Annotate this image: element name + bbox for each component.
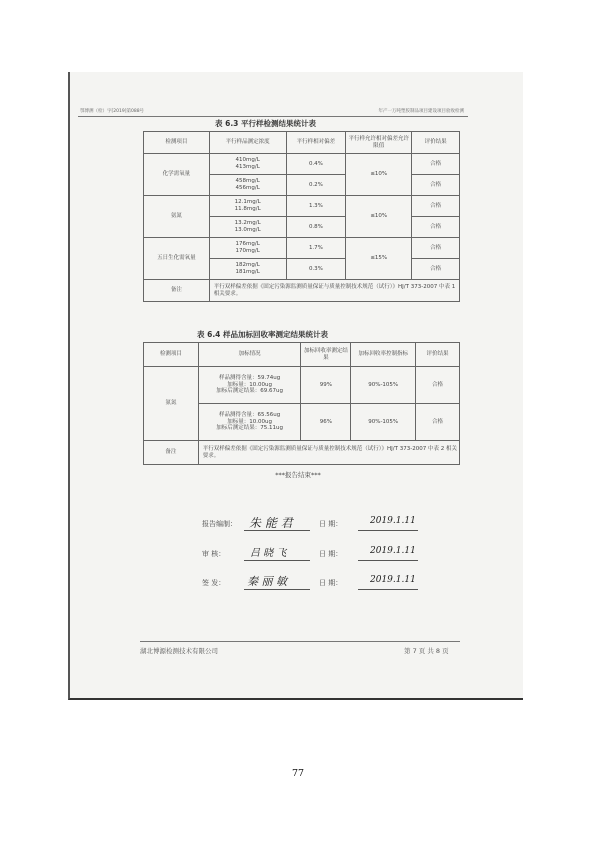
col-header: 检测项目 [144, 132, 210, 154]
issue-date: 2019.1.11 [370, 575, 416, 585]
date-label: 日 期： [319, 579, 343, 587]
issuer-signature: 秦 丽 敏 [247, 575, 287, 588]
report-number: 鄂博测（检）字[2019]第088号 [80, 109, 145, 114]
table-row [144, 196, 460, 217]
col-header: 平行样品测定浓度 [209, 132, 286, 154]
company-name: 湖北博源检测技术有限公司 [140, 647, 218, 655]
concentration-pair: 410mg/L 413mg/L [209, 154, 286, 175]
table1-caption: 表 6.3 平行样检测结果统计表 [215, 119, 317, 128]
compile-date: 2019.1.11 [370, 516, 416, 526]
evaluation-result: 合格 [412, 259, 460, 280]
reviewer-label: 审 核： [202, 550, 226, 558]
page-number: 77 [291, 768, 305, 779]
test-item: 氨氮 [144, 367, 199, 441]
deviation-limit: ≤10% [346, 154, 412, 196]
reviewer-signature: 吕 晓 飞 [250, 548, 287, 559]
review-date: 2019.1.11 [370, 546, 416, 556]
signature-line [244, 560, 310, 561]
relative-deviation: 0.3% [286, 259, 346, 280]
table-parallel-samples [143, 131, 460, 302]
table2-caption: 表 6.4 样品加标回收率测定结果统计表 [197, 330, 329, 339]
table-row [144, 238, 460, 259]
header-rule [78, 116, 468, 117]
col-header: 评价结果 [416, 343, 460, 367]
test-item: 五日生化需氧量 [144, 238, 210, 280]
compiler-label: 报告编制： [202, 520, 237, 528]
footer-rule [140, 641, 460, 642]
deviation-limit: ≤10% [346, 196, 412, 238]
issuer-label: 签 发： [202, 579, 226, 587]
evaluation-result: 合格 [412, 238, 460, 259]
signature-line [358, 560, 418, 561]
table-row [144, 367, 460, 404]
concentration-pair: 176mg/L 170mg/L [209, 238, 286, 259]
relative-deviation: 0.4% [286, 154, 346, 175]
table-spike-recovery [143, 342, 460, 465]
evaluation-result: 合格 [416, 367, 460, 404]
evaluation-result: 合格 [412, 196, 460, 217]
col-header: 评价结果 [412, 132, 460, 154]
signature-line [244, 530, 310, 531]
relative-deviation: 0.8% [286, 217, 346, 238]
date-label: 日 期： [319, 520, 343, 528]
col-header: 检测项目 [144, 343, 199, 367]
recovery-rate: 96% [301, 404, 351, 441]
concentration-pair: 182mg/L 181mg/L [209, 259, 286, 280]
signature-line [244, 589, 310, 590]
evaluation-result: 合格 [412, 154, 460, 175]
relative-deviation: 1.7% [286, 238, 346, 259]
col-header: 加标回收率测定结果 [301, 343, 351, 367]
report-end-marker: ***报告结束*** [275, 471, 321, 479]
note-label: 备注 [144, 441, 199, 465]
signature-line [358, 530, 418, 531]
evaluation-result: 合格 [412, 175, 460, 196]
evaluation-result: 合格 [412, 217, 460, 238]
relative-deviation: 0.2% [286, 175, 346, 196]
spike-details: 样品测得含量：65.56ug 加标量：10.00ug 加标后测定结果：75.11ug [198, 404, 301, 441]
date-label: 日 期： [319, 550, 343, 558]
note-text: 平行双样偏差依据《固定污染源监测质量保证与质量控制技术规范（试行）》HJ/T 373-2007 中表 2 相关要求。 [198, 441, 459, 465]
signature-line [358, 589, 418, 590]
project-title: 年产一万吨塑胶制品项目建设项目验收检测 [378, 109, 464, 114]
evaluation-result: 合格 [416, 404, 460, 441]
test-item: 化学需氧量 [144, 154, 210, 196]
col-header: 加标情况 [198, 343, 301, 367]
col-header: 平行样允许相对偏差允许限值 [346, 132, 412, 154]
recovery-rate: 99% [301, 367, 351, 404]
col-header: 加标回收率控制指标 [351, 343, 416, 367]
spike-details: 样品测得含量：59.74ug 加标量：10.00ug 加标后测定结果：69.67ug [198, 367, 301, 404]
relative-deviation: 1.3% [286, 196, 346, 217]
test-item: 氨氮 [144, 196, 210, 238]
table-row [144, 154, 460, 175]
note-label: 备注 [144, 280, 210, 302]
deviation-limit: ≤15% [346, 238, 412, 280]
concentration-pair: 458mg/L 456mg/L [209, 175, 286, 196]
page-indicator: 第 7 页 共 8 页 [404, 647, 449, 655]
note-text: 平行双样偏差依据《固定污染源监测质量保证与质量控制技术规范（试行）》HJ/T 373-2007 中表 1 相关要求。 [209, 280, 459, 302]
table-row [144, 280, 460, 302]
recovery-limit: 90%-105% [351, 367, 416, 404]
recovery-limit: 90%-105% [351, 404, 416, 441]
table-row [144, 441, 460, 465]
concentration-pair: 13.2mg/L 13.0mg/L [209, 217, 286, 238]
concentration-pair: 12.1mg/L 11.8mg/L [209, 196, 286, 217]
col-header: 平行样相对偏差 [286, 132, 346, 154]
compiler-signature: 朱 能 君 [249, 516, 293, 530]
